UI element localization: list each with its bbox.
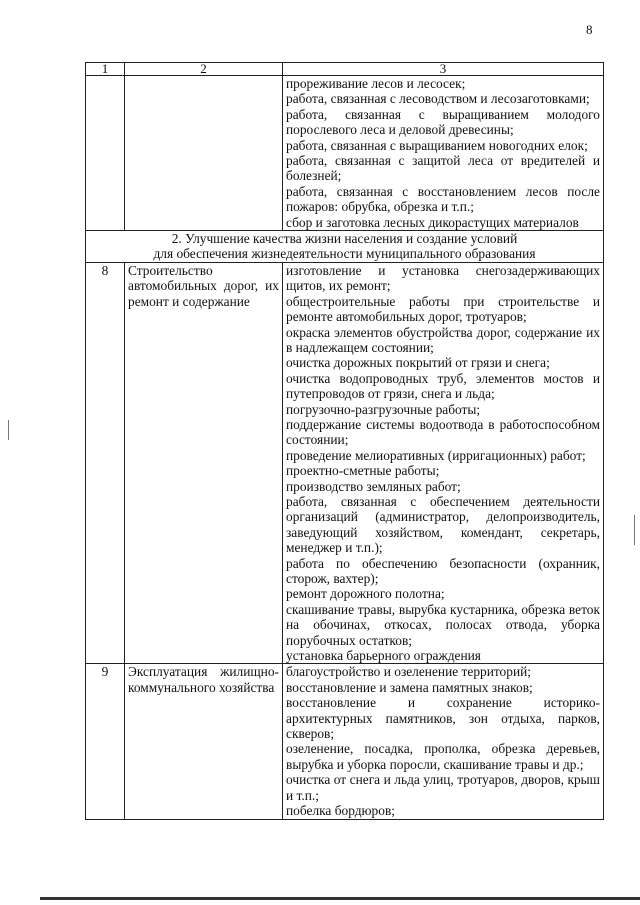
list-item: благоустройство и озеленение территорий; bbox=[286, 664, 531, 680]
list-item: работа, связанная с обеспечением деятельности организаций (администратор, делопроизводитель, заведующий хозяйством, комендант, секретарь, менеджер и т.п.); bbox=[286, 493, 600, 556]
list-item: проектно-сметные работы; bbox=[286, 463, 440, 479]
list-item: очистка от снега и льда улиц, тротуаров, дворов, крыш и т.п.; bbox=[286, 772, 600, 803]
works-list bbox=[283, 664, 604, 819]
works-table bbox=[85, 62, 604, 820]
section-heading-row bbox=[86, 231, 604, 263]
works-list-continued bbox=[283, 76, 604, 231]
list-item: изготовление и установка снегозадерживающих щитов, их ремонт; bbox=[286, 262, 600, 294]
row-number: 9 bbox=[86, 664, 125, 819]
list-item: работа, связанная с лесоводством и лесозаготовками; bbox=[286, 91, 590, 107]
row-number: 8 bbox=[86, 262, 125, 664]
list-item: погрузочно-разгрузочные работы; bbox=[286, 401, 481, 417]
list-item: установка барьерного ограждения bbox=[286, 648, 481, 664]
list-item: работа, связанная с выращиванием новогодних елок; bbox=[286, 137, 588, 153]
list-item: работа по обеспечению безопасности (охранник, сторож, вахтер); bbox=[286, 555, 600, 586]
list-item: озеленение, посадка, прополка, обрезка деревьев, вырубка и уборка поросли, скашивание травы и др.; bbox=[286, 741, 600, 772]
list-item: ремонт дорожного полотна; bbox=[286, 586, 445, 602]
list-item: работа, связанная с выращиванием молодого порослевого леса и деловой древесины; bbox=[286, 106, 600, 138]
row-name: Эксплуатация жилищно-коммунального хозяйства bbox=[125, 664, 283, 819]
list-item: восстановление и сохранение историко-архитектурных памятников, зон отдыха, парков, скверов; bbox=[286, 695, 600, 742]
row-name: Строительство автомобильных дорог, их ремонт и содержание bbox=[125, 262, 283, 664]
table-row bbox=[86, 76, 604, 231]
list-item: прореживание лесов и лесосек; bbox=[286, 76, 466, 91]
list-item: общестроительные работы при строительстве и ремонте автомобильных дорог, тротуаров; bbox=[286, 293, 600, 325]
section-heading bbox=[86, 231, 604, 263]
row-number-empty bbox=[86, 76, 125, 231]
list-item: работа, связанная с защитой леса от вредителей и болезней; bbox=[286, 153, 600, 184]
list-item: работа, связанная с восстановлением лесов после пожаров: обрубка, обрезка и т.п.; bbox=[286, 183, 600, 215]
section-heading-line: для обеспечения жизнедеятельности муниципального образования bbox=[153, 246, 536, 262]
table-row bbox=[86, 664, 604, 819]
table-header-row bbox=[86, 63, 604, 76]
column-header-2: 2 bbox=[125, 63, 283, 76]
table-row bbox=[86, 262, 604, 664]
column-header-3: 3 bbox=[283, 63, 604, 76]
list-item: побелка бордюров; bbox=[286, 803, 395, 819]
column-header-1: 1 bbox=[86, 63, 125, 76]
section-heading-line: 2. Улучшение качества жизни населения и создание условий bbox=[171, 231, 518, 247]
works-list bbox=[283, 262, 604, 664]
scan-edge-mark bbox=[8, 420, 9, 440]
list-item: сбор и заготовка лесных дикорастущих материалов bbox=[286, 214, 579, 230]
list-item: скашивание травы, вырубка кустарника, обрезка веток на обочинах, откосах, полосах отвода, уборка порубочных остатков; bbox=[286, 601, 600, 648]
row-name-empty bbox=[125, 76, 283, 231]
list-item: окраска элементов обустройства дорог, содержание их в надлежащем состоянии; bbox=[286, 324, 600, 355]
list-item: поддержание системы водоотвода в работоспособном состоянии; bbox=[286, 416, 600, 448]
list-item: очистка дорожных покрытий от грязи и снега; bbox=[286, 355, 550, 371]
scan-edge-mark bbox=[634, 515, 635, 545]
scan-bottom-edge bbox=[40, 897, 640, 900]
page-number: 8 bbox=[586, 22, 593, 37]
list-item: производство земляных работ; bbox=[286, 478, 461, 494]
list-item: очистка водопроводных труб, элементов мостов и путепроводов от грязи, снега и льда; bbox=[286, 370, 600, 402]
list-item: восстановление и замена памятных знаков; bbox=[286, 679, 533, 695]
list-item: проведение мелиоративных (ирригационных) работ; bbox=[286, 447, 586, 463]
